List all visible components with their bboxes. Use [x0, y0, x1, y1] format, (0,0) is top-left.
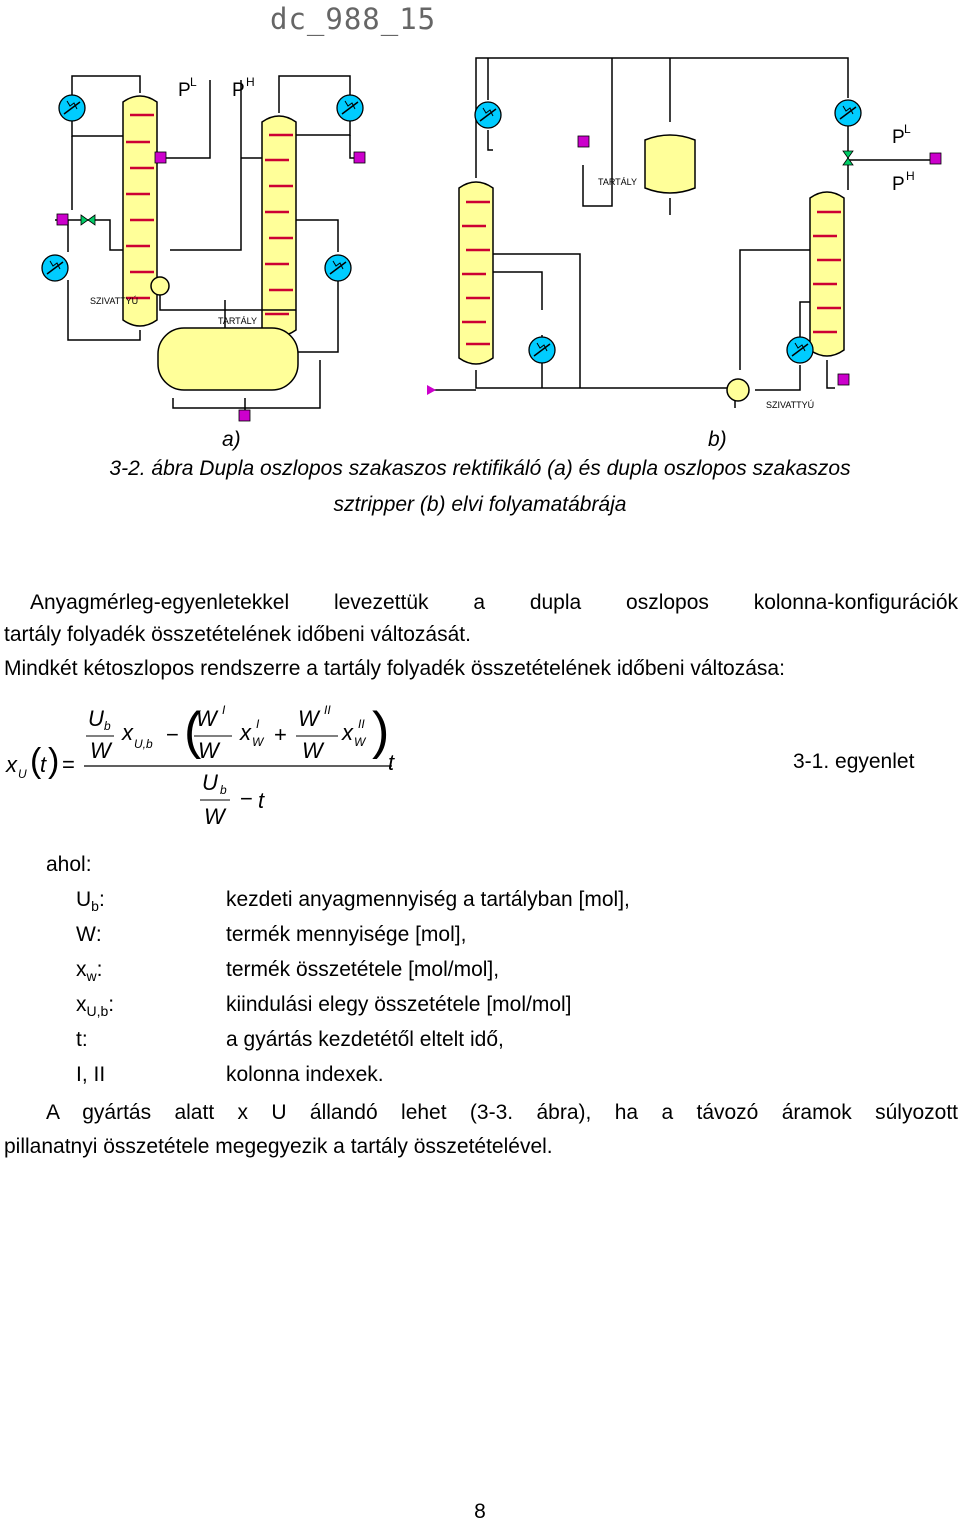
definition-symbol: W:	[76, 923, 102, 946]
heat-exchanger-b4	[787, 337, 813, 363]
svg-text:−: −	[240, 786, 253, 811]
feed-a1	[57, 214, 68, 225]
process-flow-figure	[0, 40, 960, 430]
heat-exchanger-a1	[59, 95, 85, 121]
definitions-heading: ahol:	[46, 853, 92, 876]
feed-a3	[354, 152, 365, 163]
svg-text:+: +	[274, 722, 287, 747]
svg-text:): )	[48, 742, 60, 780]
column-2-a	[262, 116, 296, 336]
label-tank-b: TARTÁLY	[598, 177, 638, 187]
svg-text:U,b: U,b	[134, 737, 153, 751]
svg-text:II: II	[324, 703, 331, 717]
label-tank-a: TARTÁLY	[218, 316, 258, 326]
label-ph-sup-b: H	[906, 169, 915, 183]
definition-text: a gyártás kezdetétől eltelt idő,	[226, 1028, 504, 1051]
svg-text:W: W	[298, 706, 319, 731]
definition-symbol: I, II	[76, 1063, 106, 1086]
heat-exchanger-a3	[337, 95, 363, 121]
svg-text:U: U	[18, 767, 27, 781]
svg-text:t: t	[40, 752, 47, 777]
svg-text:): )	[372, 702, 390, 760]
figure-caption-line2: sztripper (b) elvi folyamatábrája	[333, 493, 627, 516]
heat-exchanger-b3	[835, 100, 861, 126]
svg-text:=: =	[62, 752, 75, 777]
svg-text:W: W	[196, 706, 217, 731]
paragraph3-line1: A gyártás alatt x U állandó lehet (3-3. ábra), ha a távozó áramok súlyozott	[46, 1101, 958, 1124]
figure-caption-line1: 3-2. ábra Dupla oszlopos szakaszos rektifikáló (a) és dupla oszlopos szakaszos	[109, 457, 851, 480]
tank-b	[645, 135, 695, 193]
equation-3-1	[0, 690, 780, 840]
svg-text:(: (	[184, 702, 202, 760]
arrow-b	[427, 385, 436, 395]
svg-text:b: b	[220, 783, 227, 797]
svg-text:W: W	[354, 735, 366, 749]
header-code: dc_988_15	[270, 2, 437, 36]
svg-text:x: x	[122, 720, 133, 745]
label-pump-a: SZIVATTYÚ	[90, 296, 139, 306]
label-ph-sup-a: H	[246, 75, 255, 89]
label-ph-a: P	[232, 80, 245, 101]
svg-text:(: (	[30, 742, 42, 780]
paragraph1-line2: tartály folyadék összetételének időbeni változását.	[4, 623, 471, 646]
definition-text: termék összetétele [mol/mol],	[226, 958, 500, 981]
diagram-a	[55, 76, 362, 418]
svg-text:W: W	[90, 738, 111, 763]
label-pl-sup-a: L	[190, 75, 197, 89]
definition-symbol: $x_w$:	[76, 958, 103, 985]
svg-text:I: I	[256, 717, 260, 731]
valve-a1	[81, 215, 95, 225]
label-pl-sup-b: L	[904, 122, 911, 136]
definition-symbol: t:	[76, 1028, 88, 1051]
page-number: 8	[474, 1500, 486, 1523]
definition-text: kezdeti anyagmennyiség a tartályban [mol],	[226, 888, 630, 911]
label-pl-a: P	[178, 80, 191, 101]
feed-b1	[578, 136, 589, 147]
column-2-b	[810, 192, 844, 356]
subfigure-label-a: a)	[222, 428, 241, 451]
svg-text:W: W	[252, 735, 264, 749]
equation-label: 3-1. egyenlet	[793, 750, 915, 773]
svg-text:W: W	[204, 804, 225, 829]
definition-text: kiindulási elegy összetétele [mol/mol]	[226, 993, 572, 1016]
svg-text:x: x	[342, 720, 353, 745]
feed-a2	[155, 152, 166, 163]
svg-text:II: II	[358, 717, 365, 731]
heat-exchanger-b1	[475, 102, 501, 128]
label-pump-b: SZIVATTYÚ	[766, 400, 815, 410]
svg-text:t: t	[388, 750, 395, 775]
svg-text:t: t	[258, 788, 265, 813]
heat-exchanger-a2	[42, 255, 68, 281]
svg-text:W: W	[198, 738, 219, 763]
drain-a	[239, 410, 250, 421]
tank-a	[158, 328, 298, 390]
svg-text:U: U	[88, 706, 104, 731]
heat-exchanger-a4	[325, 255, 351, 281]
label-pl-b: P	[892, 127, 905, 148]
label-ph-b: P	[892, 174, 905, 195]
product-b	[930, 153, 941, 164]
svg-text:I: I	[222, 703, 226, 717]
column-1-a	[123, 96, 157, 326]
svg-text:b: b	[104, 719, 111, 733]
paragraph3-line2: pillanatnyi összetétele megegyezik a tartály összetételével.	[4, 1135, 553, 1158]
paragraph1-line1: Anyagmérleg-egyenletekkel levezettük a dupla oszlopos kolonna-konfigurációk	[30, 591, 958, 614]
definition-text: kolonna indexek.	[226, 1063, 384, 1086]
pump-b	[727, 379, 749, 401]
subfigure-label-b: b)	[708, 428, 727, 451]
definition-symbol: $U_b$:	[76, 888, 105, 915]
svg-text:−: −	[166, 722, 179, 747]
heat-exchanger-b2	[529, 337, 555, 363]
pump-a	[151, 277, 169, 295]
drain-b	[838, 374, 849, 385]
definition-symbol: $x_{U,b}$:	[76, 993, 115, 1020]
valve-b1	[843, 151, 853, 165]
svg-text:x: x	[240, 720, 251, 745]
definition-text: termék mennyisége [mol],	[226, 923, 467, 946]
svg-text:W: W	[302, 738, 323, 763]
column-1-b	[459, 182, 493, 364]
paragraph2: Mindkét kétoszlopos rendszerre a tartály folyadék összetételének időbeni változása:	[4, 657, 785, 680]
svg-text:x: x	[6, 752, 17, 777]
svg-text:U: U	[202, 770, 218, 795]
